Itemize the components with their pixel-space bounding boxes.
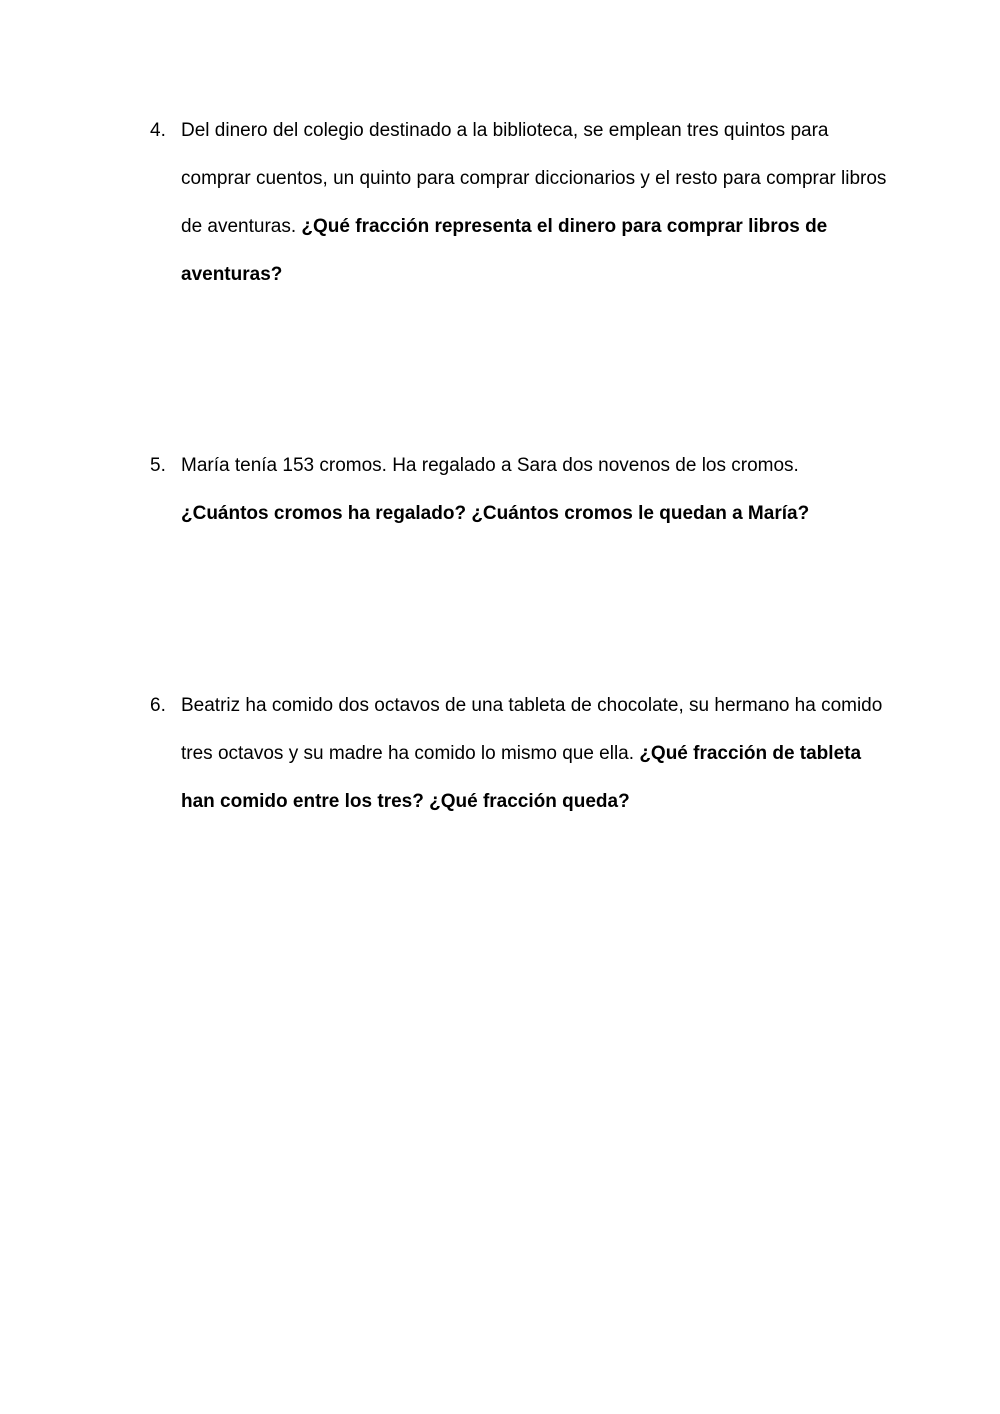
problem-4 xyxy=(150,107,890,299)
problem-statement: Del dinero del colegio destinado a la biblioteca, se emplean tres quintos para comprar cuentos, un quinto para comprar diccionarios y el resto para comprar libros de aventuras. xyxy=(181,120,887,237)
problem-statement: Beatriz ha comido dos octavos de una tableta de chocolate, su hermano ha comido tres octavos y su madre ha comido lo mismo que ella. xyxy=(181,695,883,764)
problem-number: 5. xyxy=(150,455,166,476)
problem-body xyxy=(181,442,890,538)
problem-number: 4. xyxy=(150,120,166,141)
problem-question: ¿Cuántos cromos ha regalado? ¿Cuántos cromos le quedan a María? xyxy=(181,503,810,524)
problem-question: ¿Qué fracción de tableta han comido entre los tres? ¿Qué fracción queda? xyxy=(181,743,862,812)
problem-body xyxy=(181,107,890,299)
problem-number: 6. xyxy=(150,695,166,716)
problem-body xyxy=(181,682,890,826)
problem-statement: María tenía 153 cromos. Ha regalado a Sara dos novenos de los cromos. xyxy=(181,455,799,476)
problem-question: ¿Qué fracción representa el dinero para comprar libros de aventuras? xyxy=(181,216,828,285)
problem-5 xyxy=(150,442,890,538)
problem-6 xyxy=(150,682,890,826)
